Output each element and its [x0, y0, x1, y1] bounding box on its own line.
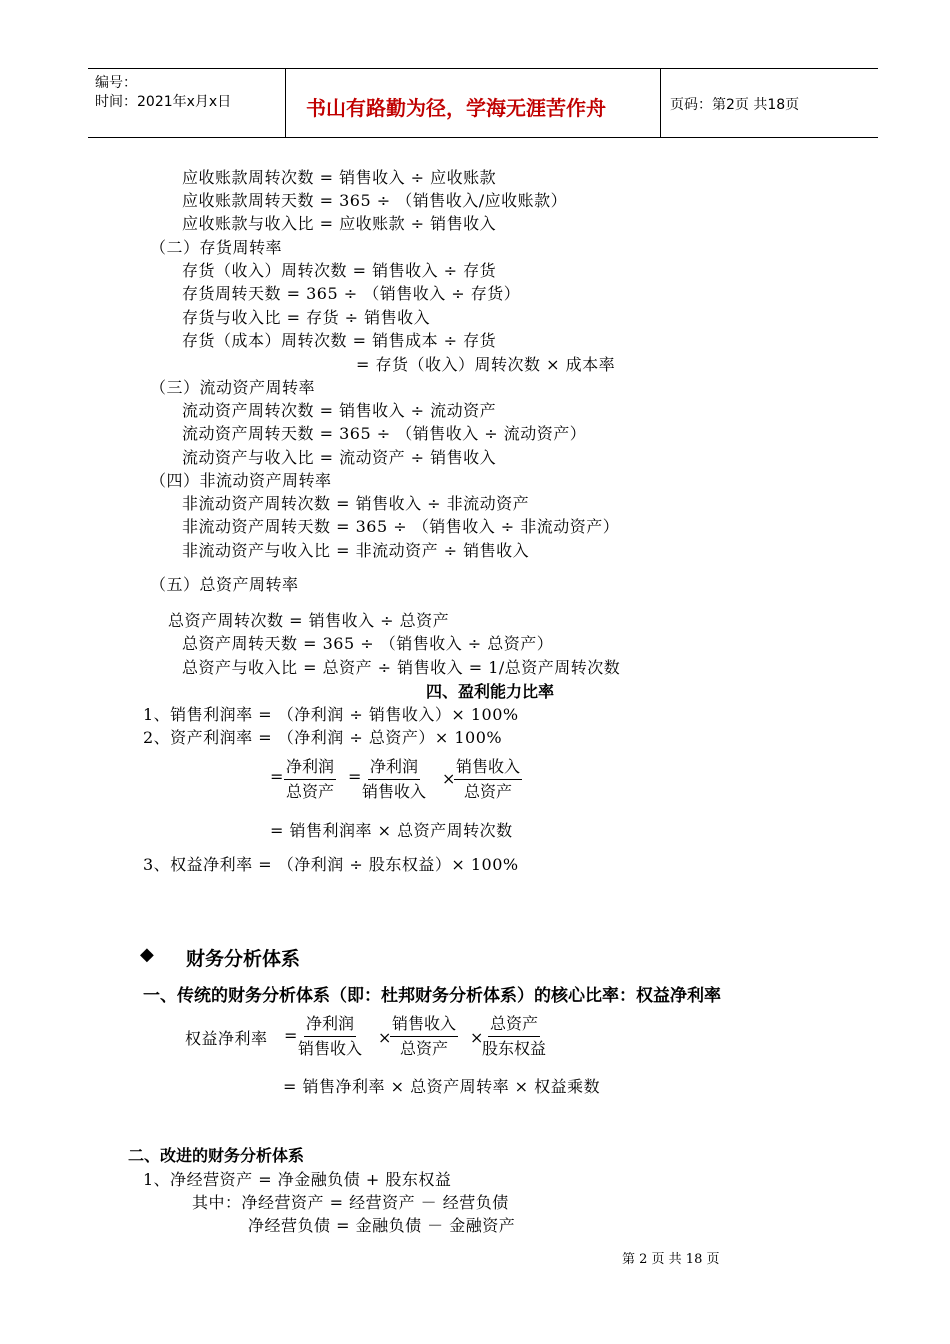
header-divider	[285, 69, 286, 137]
profitability-line-1: 1、销售利润率 = （净利润 ÷ 销售收入）× 100%	[143, 705, 519, 724]
noncurrent-assets-line-2: 非流动资产周转天数 = 365 ÷ （销售收入 ÷ 非流动资产）	[182, 517, 620, 536]
roe-label: 权益净利率	[185, 1029, 268, 1048]
improved-system-heading: 二、改进的财务分析体系	[128, 1146, 305, 1165]
inventory-line-1: 存货（收入）周转次数 = 销售收入 ÷ 存货	[182, 261, 497, 280]
times-sign: ×	[442, 769, 456, 788]
total-assets-line-2: 总资产周转天数 = 365 ÷ （销售收入 ÷ 总资产）	[182, 634, 554, 653]
fraction-numerator: 销售收入	[390, 1014, 458, 1037]
equals-sign: =	[348, 767, 362, 786]
inventory-line-5: = 存货（收入）周转次数 × 成本率	[356, 355, 616, 374]
receivables-line-3: 应收账款与收入比 = 应收账款 ÷ 销售收入	[182, 214, 497, 233]
equals-sign: =	[270, 767, 284, 786]
fraction-denominator: 销售收入	[362, 782, 427, 801]
receivables-line-1: 应收账款周转次数 = 销售收入 ÷ 应收账款	[182, 168, 497, 187]
fraction-numerator: 净利润	[284, 757, 336, 780]
document-number-label: 编号：	[95, 75, 137, 91]
inventory-heading: （二）存货周转率	[150, 238, 283, 257]
inventory-line-4: 存货（成本）周转次数 = 销售成本 ÷ 存货	[182, 331, 497, 350]
current-assets-heading: （三）流动资产周转率	[150, 378, 316, 397]
page-footer: 第 2 页 共 18 页	[622, 1252, 720, 1267]
document-time-label: 时间：2021年x月x日	[95, 94, 232, 110]
fraction-numerator: 净利润	[304, 1014, 356, 1037]
noncurrent-assets-heading: （四）非流动资产周转率	[150, 471, 332, 490]
fraction-denominator: 股东权益	[482, 1039, 547, 1058]
current-assets-line-3: 流动资产与收入比 = 流动资产 ÷ 销售收入	[182, 448, 497, 467]
fraction-net-profit-over-total-assets	[284, 757, 336, 802]
profitability-line-2: 2、资产利润率 = （净利润 ÷ 总资产）× 100%	[143, 728, 503, 747]
current-assets-line-2: 流动资产周转天数 = 365 ÷ （销售收入 ÷ 流动资产）	[182, 424, 587, 443]
improved-line-3: 净经营负债 = 金融负债 － 金融资产	[248, 1216, 516, 1235]
header-motto: 书山有路勤为径，学海无涯苦作舟	[306, 96, 606, 120]
roe-decomposition-line: = 销售净利率 × 总资产周转率 × 权益乘数	[283, 1077, 601, 1096]
header-divider	[660, 69, 661, 137]
fraction-numerator: 总资产	[488, 1014, 540, 1037]
diamond-bullet-icon: ◆	[140, 944, 154, 965]
fraction-denominator: 销售收入	[298, 1039, 363, 1058]
noncurrent-assets-line-1: 非流动资产周转次数 = 销售收入 ÷ 非流动资产	[182, 494, 530, 513]
traditional-system-heading: 一、传统的财务分析体系（即：杜邦财务分析体系）的核心比率：权益净利率	[143, 986, 721, 1006]
noncurrent-assets-line-3: 非流动资产与收入比 = 非流动资产 ÷ 销售收入	[182, 541, 530, 560]
system-title: 财务分析体系	[186, 948, 301, 970]
fraction-total-assets-over-equity	[482, 1014, 546, 1059]
times-sign: ×	[470, 1028, 484, 1047]
fraction-net-profit-over-sales	[362, 757, 426, 802]
equals-sign: =	[284, 1026, 298, 1045]
current-assets-line-1: 流动资产周转次数 = 销售收入 ÷ 流动资产	[182, 401, 497, 420]
fraction-net-profit-over-sales	[298, 1014, 362, 1059]
total-assets-line-3: 总资产与收入比 = 总资产 ÷ 销售收入 = 1/总资产周转次数	[182, 658, 621, 677]
fraction-denominator: 总资产	[400, 1039, 449, 1058]
fraction-numerator: 净利润	[368, 757, 420, 780]
fraction-numerator: 销售收入	[454, 757, 522, 780]
improved-line-1: 1、净经营资产 = 净金融负债 + 股东权益	[143, 1170, 452, 1189]
inventory-line-2: 存货周转天数 = 365 ÷ （销售收入 ÷ 存货）	[182, 284, 521, 303]
profitability-line-4: 3、权益净利率 = （净利润 ÷ 股东权益）× 100%	[143, 855, 519, 874]
fraction-sales-over-total-assets	[454, 757, 522, 802]
profitability-heading: 四、盈利能力比率	[426, 682, 555, 701]
header-page-label: 页码：第2页 共18页	[670, 97, 800, 113]
inventory-line-3: 存货与收入比 = 存货 ÷ 销售收入	[182, 308, 431, 327]
fraction-sales-over-total-assets	[390, 1014, 458, 1059]
fraction-denominator: 总资产	[286, 782, 335, 801]
improved-line-2: 其中：净经营资产 = 经营资产 － 经营负债	[192, 1193, 509, 1212]
times-sign: ×	[378, 1028, 392, 1047]
profitability-line-3: = 销售利润率 × 总资产周转次数	[270, 821, 513, 840]
total-assets-line-1: 总资产周转次数 = 销售收入 ÷ 总资产	[168, 611, 450, 630]
fraction-denominator: 总资产	[464, 782, 513, 801]
receivables-line-2: 应收账款周转天数 = 365 ÷ （销售收入/应收账款）	[182, 191, 568, 210]
total-assets-heading: （五）总资产周转率	[150, 575, 299, 594]
